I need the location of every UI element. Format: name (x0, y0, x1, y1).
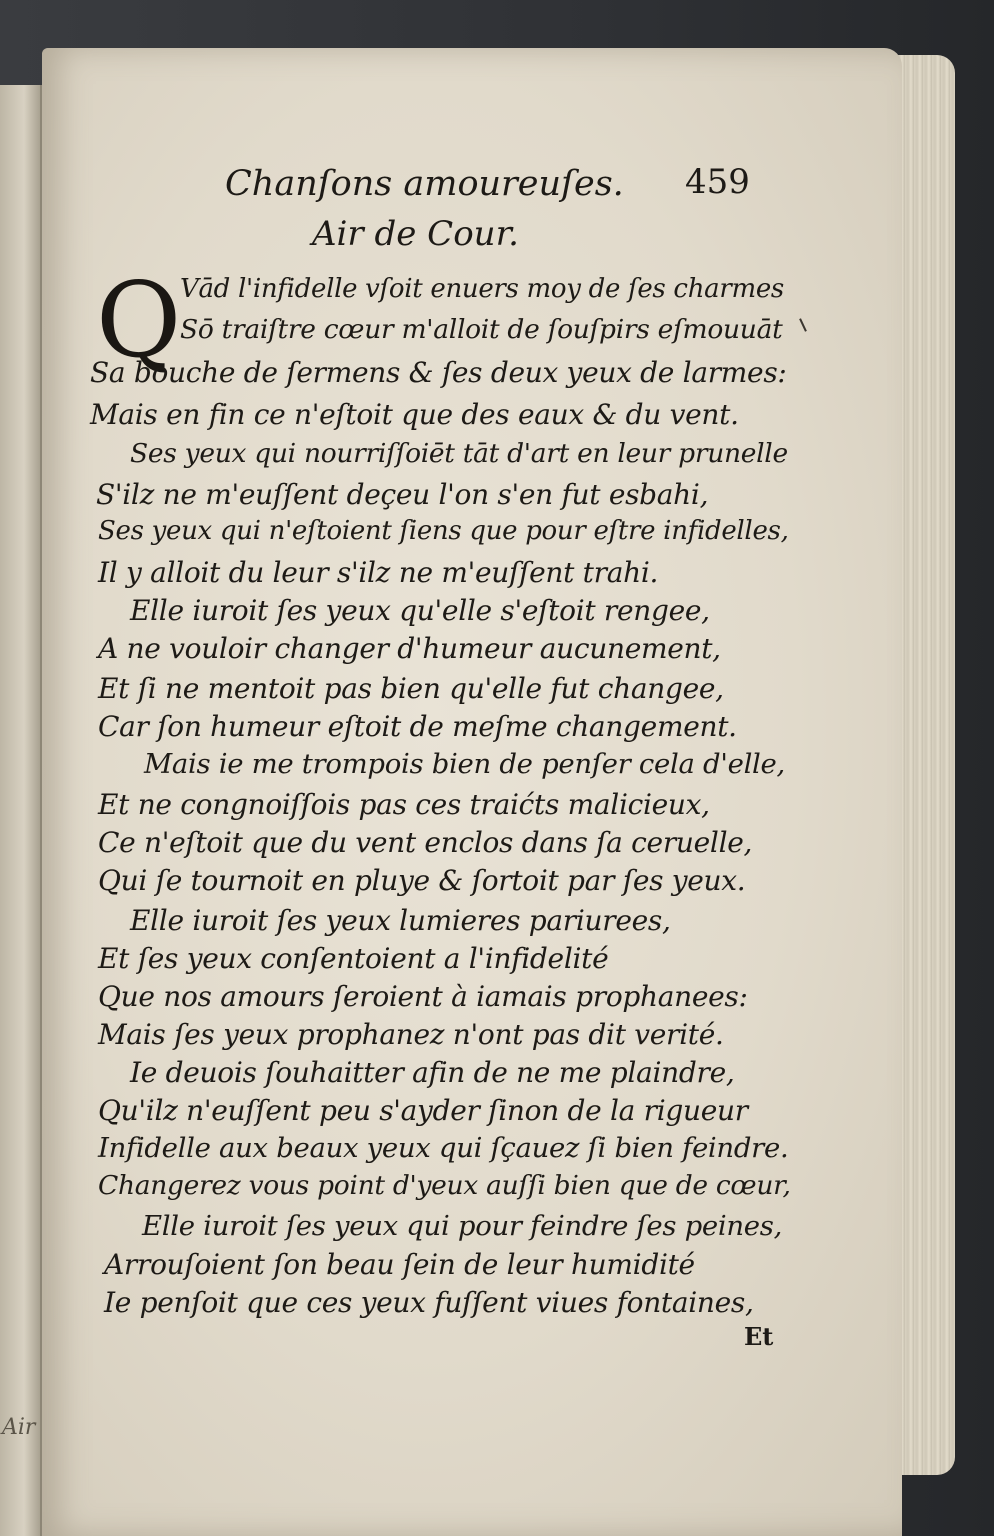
page-number: 459 (685, 162, 750, 202)
poem-line: Sa bouche de ſermens & ſes deux yeux de larmes: (90, 356, 787, 389)
facing-page-fragment: Air (2, 1415, 36, 1440)
poem-line: A ne vouloir changer d'humeur aucunement, (98, 632, 721, 665)
poem-line: Ses yeux qui n'eſtoient ſiens que pour eſtre infidelles, (98, 516, 789, 546)
poem-line: Elle iuroit ſes yeux qui pour feindre ſes peines, (142, 1210, 783, 1242)
poem-line: Il y alloit du leur s'ilz ne m'euſſent trahi. (98, 556, 659, 589)
poem-line: Arrouſoient ſon beau ſein de leur humidité (104, 1248, 695, 1281)
poem-line: Infidelle aux beaux yeux qui ſçauez ſi bien feindre. (98, 1132, 789, 1164)
poem-line: Elle iuroit ſes yeux lumieres pariurees, (130, 904, 671, 937)
poem-line: Ie deuois ſouhaitter afin de ne me plaindre, (130, 1056, 735, 1089)
poem-line: Ses yeux qui nourriſſoiēt tāt d'art en leur prunelle (130, 438, 788, 469)
drop-cap-initial: Q (96, 259, 182, 381)
poem-line: Sō traiſtre cœur m'alloit de ſouſpirs eſmouuāt (180, 314, 783, 345)
poem-line: Ie penſoit que ces yeux fuſſent viues fontaines, (104, 1286, 754, 1319)
poem-line: Car ſon humeur eſtoit de meſme changement. (98, 710, 737, 743)
poem-line: Et ſes yeux conſentoient a l'infidelité (98, 942, 609, 975)
poem-line: Et ne congnoiſſois pas ces traićts malicieux, (98, 788, 710, 821)
poem-line: Mais en fin ce n'eſtoit que des eaux & du vent. (90, 398, 739, 431)
poem-line: Mais ie me trompois bien de penſer cela d'elle, (144, 748, 785, 780)
poem-line: Vād l'infidelle vſoit enuers moy de ſes charmes (180, 274, 784, 304)
poem-line: Ce n'eſtoit que du vent enclos dans ſa ceruelle, (98, 826, 753, 859)
poem-line: Elle iuroit ſes yeux qu'elle s'eſtoit rengee, (130, 594, 710, 627)
running-title: Chanſons amoureuſes. (225, 164, 624, 204)
poem-line: S'ilz ne m'euſſent deçeu l'on s'en fut esbahi, (96, 478, 709, 511)
catchword: Et (744, 1322, 774, 1351)
section-title: Air de Cour. (312, 214, 519, 254)
poem-line: Changerez vous point d'yeux auſſi bien que de cœur, (98, 1170, 791, 1201)
poem-line: Qui ſe tournoit en pluye & ſortoit par ſes yeux. (98, 864, 746, 897)
poem-line: Que nos amours ſeroient à iamais prophanees: (98, 980, 748, 1013)
poem-line: Et ſi ne mentoit pas bien qu'elle fut changee, (98, 672, 724, 705)
poem-line: Qu'ilz n'euſſent peu s'ayder ſinon de la rigueur (98, 1094, 748, 1127)
poem-line: Mais ſes yeux prophanez n'ont pas dit verité. (98, 1018, 724, 1051)
